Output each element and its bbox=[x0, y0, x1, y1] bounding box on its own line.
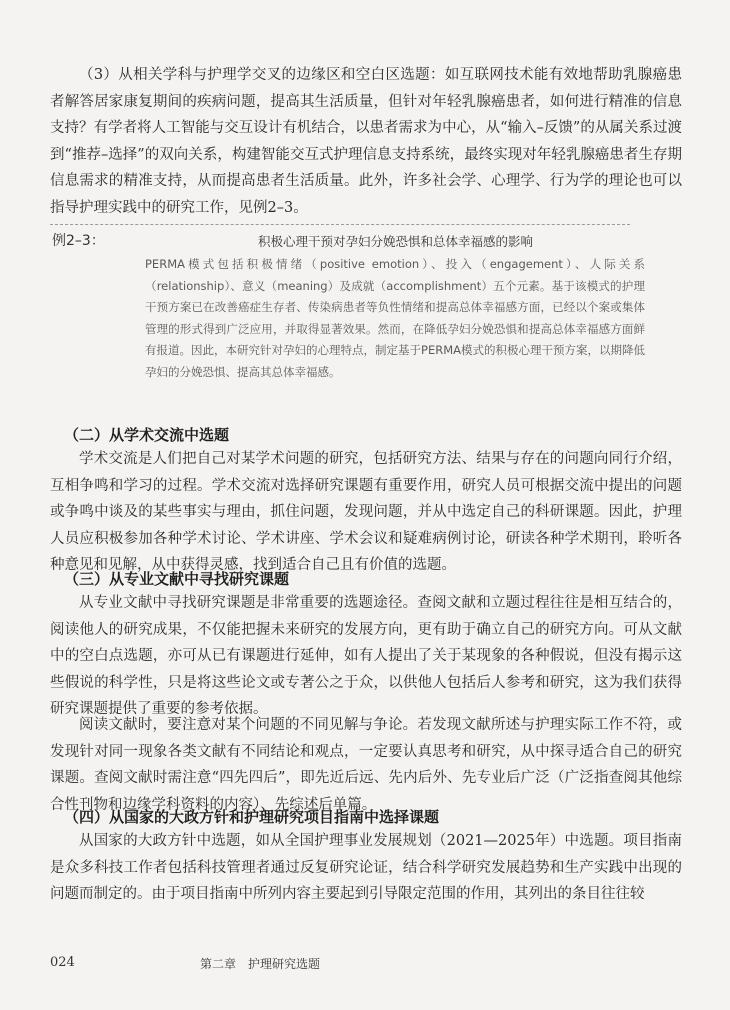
section-heading-academic-exchange: （二）从学术交流中选题 bbox=[64, 426, 230, 444]
section-heading-literature: （三）从专业文献中寻找研究课题 bbox=[64, 570, 290, 588]
running-footer-chapter: 第二章 护理研究选题 bbox=[200, 957, 321, 971]
example-title: 积极心理干预对孕妇分娩恐惧和总体幸福感的影响 bbox=[258, 234, 534, 249]
paragraph-literature-1: 从专业文献中寻找研究课题是非常重要的选题途径。查阅文献和立题过程往往是相互结合的，阅读他人的研究成果，不仅能把握未来研究的发展方向，更有助于确立自己的研究方向。可从文献中的空白点选题，亦可从已有课题进行延伸，如有人提出了关于某现象的各种假说，但没有揭示这些假说的科学性，只是将这些论文或专著公之于众，以供他人包括后人参考和研究，这为我们获得研究课题提供了重要的参考依据。 bbox=[50, 595, 682, 717]
paragraph-cross-discipline: （3）从相关学科与护理学交叉的边缘区和空白区选题：如互联网技术能有效地帮助乳腺癌患者解答居家康复期间的疾病问题，提高其生活质量，但针对年轻乳腺癌患者，如何进行精准的信息支持？有学者将人工智能与交互设计有机结合，以患者需求为中心，从“输入–反馈”的从属关系过渡到“推荐–选择”的双向关系，构建智能交互式护理信息支持系统，最终实现对年轻乳腺癌患者生存期信息需求的精准支持，从而提高患者生活质量。此外，许多社会学、心理学、行为学的理论也可以指导护理实践中的研究工作，见例2–3。 bbox=[50, 67, 682, 216]
example-label: 例2–3： bbox=[52, 233, 105, 249]
paragraph-literature-2: 阅读文献时，要注意对某个问题的不同见解与争论。若发现文献所述与护理实际工作不符，或发现针对同一现象各类文献有不同结论和观点，一定要认真思考和研究，从中探寻适合自己的研究课题。查阅文献时需注意“四先四后”，即先近后远、先内后外、先专业后广泛（广泛指查阅其他综合性刊物和边缘学科资料的内容）、先综述后单篇。 bbox=[50, 717, 682, 813]
paragraph-academic-exchange: 学术交流是人们把自己对某学术问题的研究，包括研究方法、结果与存在的问题向同行介绍，互相争鸣和学习的过程。学术交流对选择研究课题有重要作用，研究人员可根据交流中提出的问题或争鸣中谈及的某些事实与理由，抓住问题，发现问题，并从中选定自己的科研课题。因此，护理人员应积极参加各种学术讨论、学术讲座、学术会议和疑难病例讨论，研读各种学术期刊，聆听各种意见和见解，从中获得灵感，找到适合自己且有价值的选题。 bbox=[50, 451, 682, 573]
section-heading-national-policy: （四）从国家的大政方针和护理研究项目指南中选择课题 bbox=[64, 808, 440, 826]
paragraph-national-policy: 从国家的大政方针中选题，如从全国护理事业发展规划（2021—2025年）中选题。项目指南是众多科技工作者包括科技管理者通过反复研究论证，结合科学研究发展趋势和生产实践中出现的问题而制定的。由于项目指南中所列内容主要起到引导限定范围的作用，其列出的条目往往较 bbox=[50, 833, 682, 902]
page-number: 024 bbox=[50, 955, 75, 970]
example-body: PERMA模式包括积极情绪（positive emotion）、投入（engagement）、人际关系（relationship）、意义（meaning）及成就（accomplishment）五个元素。基于该模式的护理干预方案已在改善癌症生存者、传染病患者等负性情绪和提高总体幸福感方面，已经以个案或集体管理的形式得到广泛应用，并取得显著效果。然而，在降低孕妇分娩恐惧和提高总体幸福感方面鲜有报道。因此，本研究针对孕妇的心理特点，制定基于PERMA模式的积极心理干预方案，以期降低孕妇的分娩恐惧、提高其总体幸福感。 bbox=[145, 257, 645, 379]
example-divider bbox=[50, 224, 630, 225]
